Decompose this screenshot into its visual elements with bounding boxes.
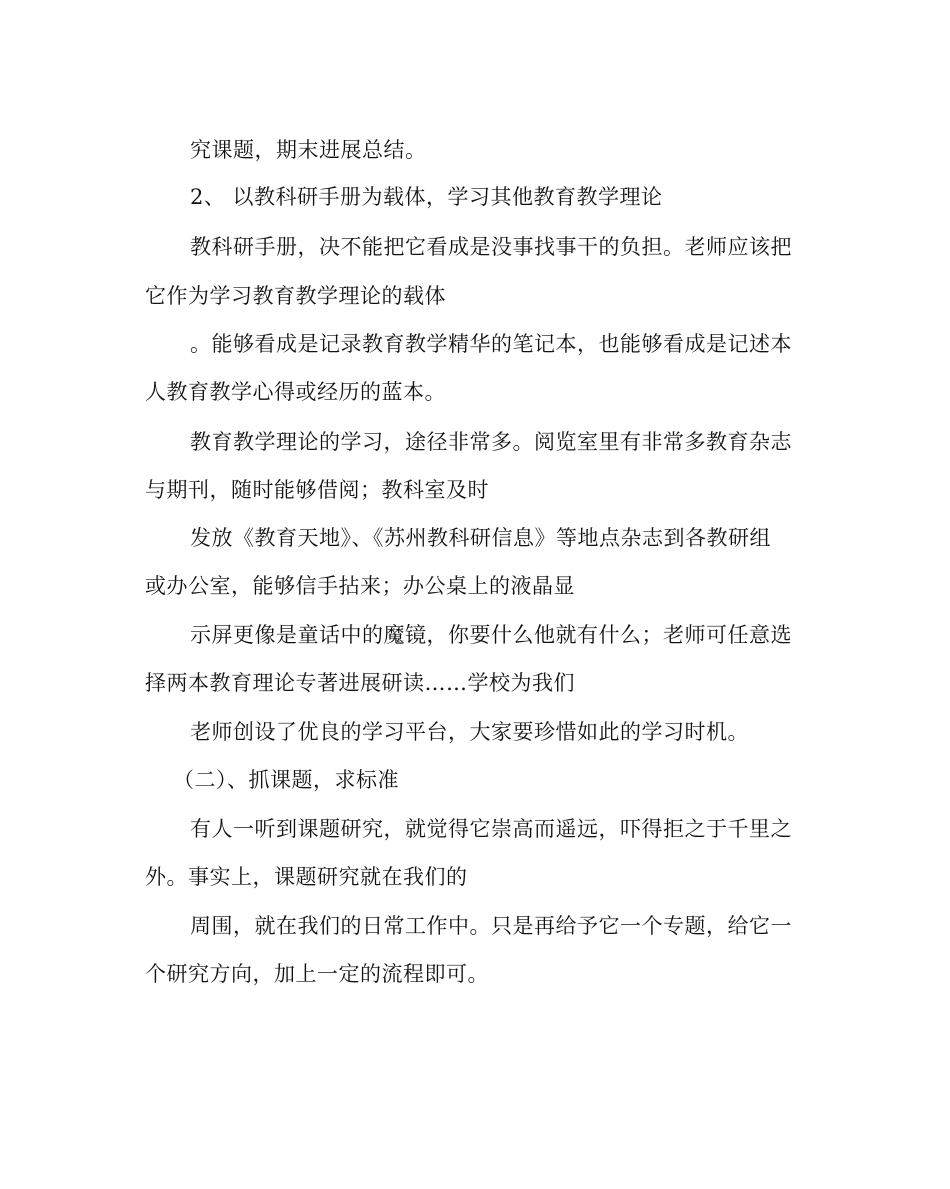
text-line: 教科研手册，决不能把它看成是没事找事干的负担。老师应该把 — [190, 235, 792, 259]
text-line: 周围，就在我们的日常工作中。只是再给予它一个专题，给它一 — [190, 914, 792, 938]
section-heading: （二）、抓课题，求标准 — [173, 768, 399, 792]
text-line: 教育教学理论的学习，途径非常多。阅览室里有非常多教育杂志 — [190, 430, 792, 454]
text-line: 。能够看成是记录教育教学精华的笔记本，也能够看成是记述本 — [190, 332, 792, 356]
text-line: 人教育教学心得或经历的蓝本。 — [145, 380, 446, 404]
text-line: 老师创设了优良的学习平台，大家要珍惜如此的学习时机。 — [190, 720, 749, 744]
text-line: 外。事实上，课题研究就在我们的 — [145, 865, 468, 889]
text-line: 示屏更像是童话中的魔镜，你要什么他就有什么；老师可任意选 — [190, 623, 792, 647]
text-line: 发放《教育天地》、《苏州教科研信息》等地点杂志到各教研组 — [190, 526, 771, 550]
text-line: 个研究方向，加上一定的流程即可。 — [145, 962, 489, 986]
section-heading: 2、 以教科研手册为载体，学习其他教育教学理论 — [190, 185, 663, 209]
text-line: 究课题，期末进展总结。 — [190, 138, 427, 162]
text-line: 它作为学习教育教学理论的载体 — [145, 284, 446, 308]
text-line: 与期刊，随时能够借阅；教科室及时 — [145, 478, 489, 502]
text-line: 或办公室，能够信手拈来；办公桌上的液晶显 — [145, 574, 575, 598]
text-line: 有人一听到课题研究，就觉得它崇高而遥远，吓得拒之于千里之 — [190, 817, 792, 841]
text-line: 择两本教育理论专著进展研读……学校为我们 — [145, 671, 575, 695]
